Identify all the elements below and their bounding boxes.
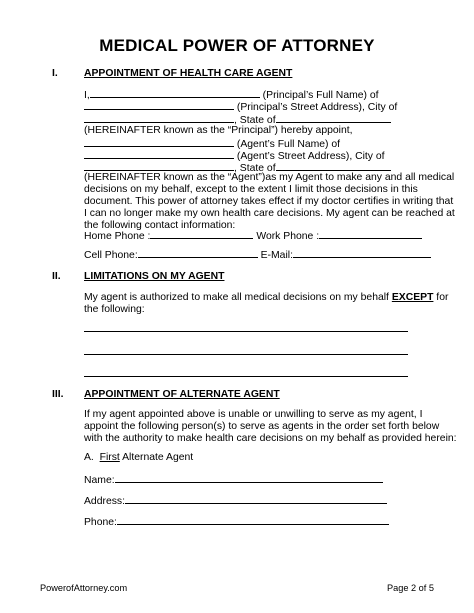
- alternate-address-field[interactable]: [125, 494, 387, 504]
- first-alternate-heading: [84, 452, 193, 464]
- agent-paragraph-line-2: decisions on my behalf, except to the extent I limit those decisions in this: [84, 184, 418, 195]
- agent-state-label: , State of: [234, 163, 276, 174]
- cell-phone-field[interactable]: [138, 248, 258, 258]
- agent-state-field[interactable]: [276, 161, 391, 171]
- first-word: First: [99, 452, 120, 463]
- principal-appoint-text: (HEREINAFTER known as the “Principal”) hereby appoint,: [84, 125, 353, 136]
- footer-page-number: Page 2 of 5: [387, 583, 434, 593]
- cell-phone-label: Cell Phone:: [84, 250, 138, 261]
- work-phone-label: Work Phone :: [256, 231, 320, 242]
- principal-address-line: [84, 100, 397, 114]
- principal-state-field[interactable]: [276, 113, 391, 123]
- alternate-paragraph-line-3: with the authority to make health care decisions on my behalf as provided herein:: [84, 433, 457, 444]
- limitations-for: for: [433, 292, 449, 303]
- agent-paragraph-line-3: document. This power of attorney takes effect if my doctor certifies in writing that: [84, 196, 454, 207]
- limitation-blank-1[interactable]: [84, 331, 408, 332]
- alternate-name-label: Name:: [84, 475, 115, 486]
- principal-city-field[interactable]: [84, 113, 234, 123]
- principal-state-label: , State of: [234, 115, 276, 126]
- section-3-heading: APPOINTMENT OF ALTERNATE AGENT: [84, 389, 280, 400]
- email-field[interactable]: [293, 248, 431, 258]
- home-phone-field[interactable]: [150, 229, 253, 239]
- cell-email-line: [84, 248, 431, 262]
- section-3-number: III.: [52, 389, 64, 400]
- principal-name-label: (Principal’s Full Name) of: [262, 90, 379, 101]
- section-1-number: I.: [52, 68, 58, 79]
- footer-site-name: PowerofAttorney.com: [40, 583, 128, 593]
- section-1-heading: APPOINTMENT OF HEALTH CARE AGENT: [84, 68, 293, 79]
- alternate-name-line: [84, 473, 383, 487]
- agent-address-field[interactable]: [84, 149, 234, 159]
- alternate-agent-label: Alternate Agent: [119, 452, 194, 463]
- except-keyword: EXCEPT: [391, 292, 434, 303]
- principal-address-label: (Principal’s Street Address), City of: [236, 102, 398, 113]
- principal-address-field[interactable]: [84, 100, 234, 110]
- home-work-phone-line: [84, 229, 422, 243]
- alternate-phone-line: [84, 515, 389, 529]
- alternate-paragraph-line-1: If my agent appointed above is unable or unwilling to serve as my agent, I: [84, 409, 423, 420]
- document-title: MEDICAL POWER OF ATTORNEY: [99, 36, 375, 55]
- limitations-line-1: [84, 292, 448, 304]
- agent-address-label: (Agent’s Street Address), City of: [236, 151, 385, 162]
- alternate-address-label: Address:: [84, 496, 126, 507]
- agent-paragraph-line-1: (HEREINAFTER known as the “Agent”)as my Agent to make any and all medical: [84, 172, 455, 183]
- work-phone-field[interactable]: [319, 229, 422, 239]
- alternate-letter: A.: [84, 452, 94, 463]
- limitation-blank-3[interactable]: [84, 376, 408, 377]
- alternate-name-field[interactable]: [115, 473, 383, 483]
- agent-name-field[interactable]: [84, 137, 234, 147]
- principal-name-field[interactable]: [90, 88, 260, 98]
- limitation-blank-2[interactable]: [84, 354, 408, 355]
- alternate-address-line: [84, 494, 387, 508]
- alternate-paragraph-line-2: appoint the following person(s) to serve as agents in the order set forth below: [84, 421, 440, 432]
- agent-city-field[interactable]: [84, 161, 234, 171]
- principal-name-prefix: I,: [84, 90, 90, 101]
- home-phone-label: Home Phone :: [84, 231, 151, 242]
- agent-paragraph-line-5: the following contact information:: [84, 220, 236, 231]
- email-label: E-Mail:: [260, 250, 293, 261]
- section-2-heading: LIMITATIONS ON MY AGENT: [84, 271, 225, 282]
- alternate-phone-field[interactable]: [117, 515, 389, 525]
- limitations-line-2: the following:: [84, 304, 145, 315]
- limitations-text: My agent is authorized to make all medical decisions on my behalf: [84, 292, 392, 303]
- alternate-phone-label: Phone:: [84, 517, 117, 528]
- agent-paragraph-line-4: I can no longer make my own health care decisions. My agent can be reached at: [84, 208, 455, 219]
- section-2-number: II.: [52, 271, 61, 282]
- agent-name-label: (Agent’s Full Name) of: [236, 139, 341, 150]
